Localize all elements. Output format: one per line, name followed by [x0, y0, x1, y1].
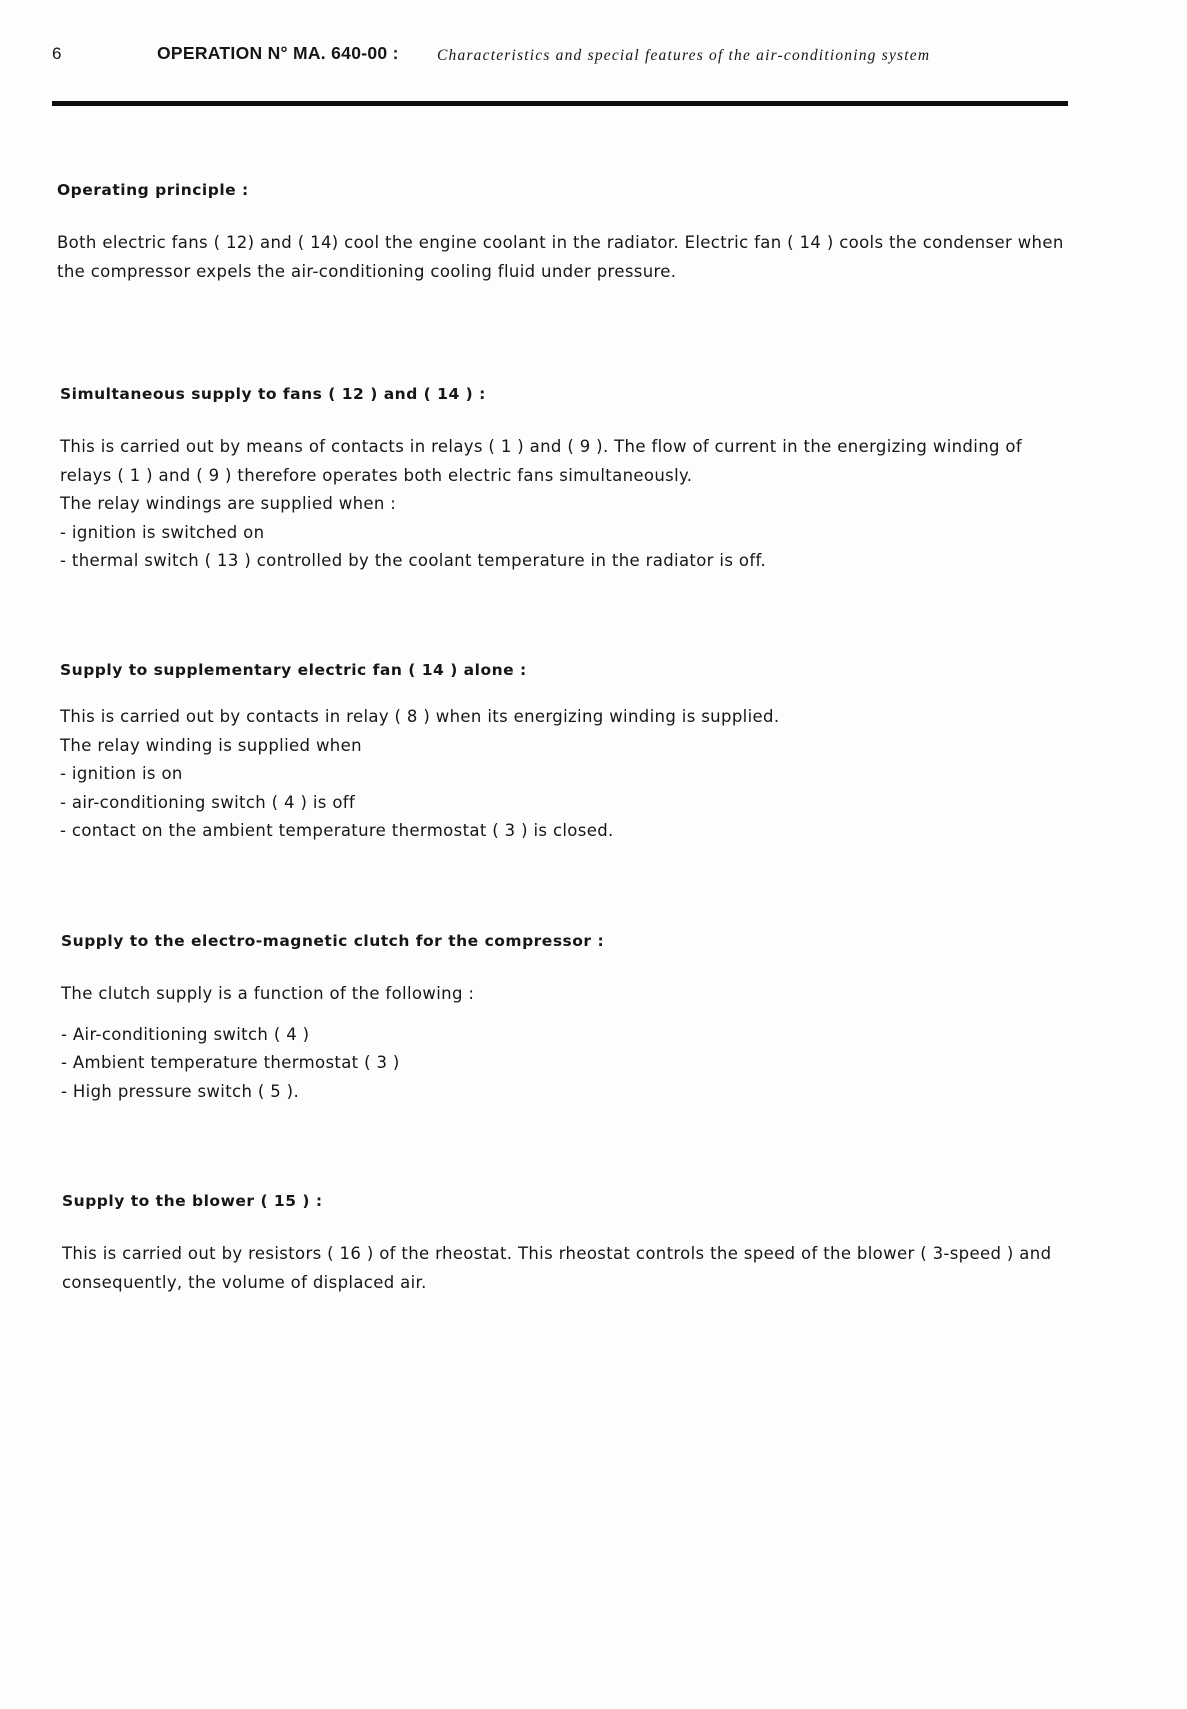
operation-title: OPERATION N° MA. 640-00 :: [157, 43, 399, 63]
section-heading: Supply to the electro-magnetic clutch for the compressor :: [61, 932, 605, 950]
text-line: The relay winding is supplied when: [60, 735, 362, 755]
paragraph: This is carried out by resistors ( 16 ) of the rheostat. This rheostat controls the speed of the blower ( 3-speed ) and consequently, the volume of displaced air.: [62, 1244, 1052, 1292]
section-heading: Simultaneous supply to fans ( 12 ) and ( 14 ) :: [60, 385, 486, 403]
section-blower-supply: [62, 1192, 1072, 1297]
list-item: - contact on the ambient temperature thermostat ( 3 ) is closed.: [60, 821, 614, 840]
section-operating-principle: [57, 181, 1067, 286]
list-item: - air-conditioning switch ( 4 ) is off: [60, 792, 356, 812]
text-line: The relay windings are supplied when :: [60, 494, 397, 513]
section-supplementary-fan: [60, 661, 1070, 846]
section-compressor-clutch: [61, 932, 1071, 1106]
section-heading: Supply to the blower ( 15 ) :: [62, 1192, 323, 1210]
section-simultaneous-supply: [60, 385, 1070, 576]
paragraph: The clutch supply is a function of the following :: [61, 984, 475, 1003]
list-item: - Air-conditioning switch ( 4 ): [61, 1024, 310, 1044]
paragraph: This is carried out by contacts in relay ( 8 ) when its energizing winding is supplied.: [60, 707, 780, 726]
operation-subtitle: Characteristics and special features of the air-conditioning system: [437, 47, 931, 64]
section-heading: Operating principle :: [57, 181, 249, 199]
page-number: 6: [52, 44, 62, 63]
header-rule: [52, 101, 1068, 106]
list-item: - ignition is switched on: [60, 522, 265, 542]
list-item: - ignition is on: [60, 764, 183, 783]
list-item: - High pressure switch ( 5 ).: [61, 1081, 300, 1101]
list-item: - thermal switch ( 13 ) controlled by the coolant temperature in the radiator is off.: [60, 551, 767, 570]
list-item: - Ambient temperature thermostat ( 3 ): [61, 1053, 400, 1072]
paragraph: This is carried out by means of contacts in relays ( 1 ) and ( 9 ). The flow of current in the energizing winding of relays ( 1 ) and ( 9 ) therefore operates both electric fans simultaneously.: [60, 437, 1023, 485]
paragraph: Both electric fans ( 12) and ( 14) cool the engine coolant in the radiator. Electric fan ( 14 ) cools the condenser when the compressor expels the air-conditioning cooling fluid under pressure.: [57, 233, 1064, 281]
section-heading: Supply to supplementary electric fan ( 14 ) alone :: [60, 661, 527, 679]
